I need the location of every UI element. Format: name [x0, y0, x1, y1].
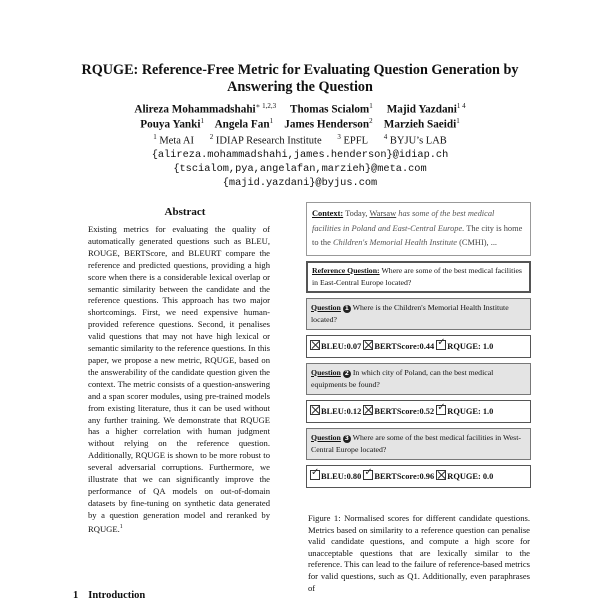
affiliations: $^1$ Meta AI $^2$ IDIAP Research Institute $^3$ EPFL $^4$ BYJU’s LAB	[153, 133, 447, 147]
cross-checkbox-icon	[310, 405, 320, 415]
paper-title: RQUGE: Reference-Free Metric for Evaluating Question Generation by Answering the Question	[81, 62, 519, 95]
check-checkbox-icon	[310, 470, 320, 480]
author-row-1: Alireza Mohammadshahi$^{∗ 1,2,3}$ Thomas Scialom$^1$ Majid Yazdani$^{1 4}$	[134, 102, 466, 116]
figure-caption: Figure 1: Normalised scores for different candidate questions. Metrics based on similarity to a reference question can penalise valid candidate questions, and compute a high score for unacceptable questions that are lexically similar to the reference. This can lead to the failure of reference-based metrics for valid questions, such as Q1. Additionally, even paraphrases of	[308, 513, 530, 593]
question-box: Question 2 In which city of Poland, can the best medical equipments be found?	[306, 363, 531, 395]
email-line: {tscialom,pya,angelafan,marzieh}@meta.com	[173, 163, 427, 175]
abstract-body: Existing metrics for evaluating the quality of automatically generated questions such as BLEU, ROUGE, BERTScore, and BLEURT compare the reference and predicted questions, providing a high score when there is a considerable lexical overlap or semantic similarity between the candidate and the reference questions. This approach has two major shortcomings. First, we need expensive human-provided reference questions. Second, it penalises valid questions that may not have high lexical or semantic similarity to the reference questions. In this paper, we propose a new metric, RQUGE, based on the answerability of the candidate question given the context. The metric consists of a question-answering and a span scorer modules, using pre-trained models from existing literature, thus it can be used without any further training. We demonstrate that RQUGE has a higher correlation with human judgment without relying on the reference question. Additionally, RQUGE is shown to be more robust to several adversarial corruptions. Furthermore, we illustrate that we can significantly improve the performance of QA models on out-of-domain datasets by fine-tuning on synthetic data generated by a question generation model and reranked by RQUGE.$^1$	[88, 224, 270, 534]
author-name: James Henderson	[284, 118, 370, 131]
author-row-2: Pouya Yanki$^1$ Angela Fan$^1$ James Henderson$^2$ Marzieh Saeidi$^1$	[140, 117, 460, 131]
context-city: Warsaw	[369, 209, 397, 218]
context-label: Context:	[312, 209, 344, 218]
author-name: Pouya Yanki	[140, 118, 201, 131]
author-name: Alireza Mohammadshahi	[134, 103, 256, 116]
check-checkbox-icon	[436, 340, 446, 350]
reference-question-box: Reference Question: Where are some of the best medical facilities in East-Central Europe located?	[306, 261, 531, 293]
question-box: Question 3 Where are some of the best medical facilities in West-Central Europe located?	[306, 428, 531, 460]
cross-checkbox-icon	[363, 405, 373, 415]
figure-1	[306, 202, 531, 493]
author-name: Marzieh Saeidi	[383, 118, 457, 131]
reference-label: Reference Question:	[312, 265, 380, 275]
scores-row: BLEU:0.07 BERTScore:0.44 ✓ RQUGE: 1.0	[306, 335, 531, 358]
question-box: Question 1 Where is the Children's Memorial Health Institute located?	[306, 298, 531, 330]
email-line: {alireza.mohammadshahi,james.henderson}@idiap.ch	[151, 149, 449, 161]
author-name: Majid Yazdani	[386, 103, 457, 116]
section-heading-introduction: 1 Introduction	[73, 590, 146, 601]
cross-checkbox-icon	[310, 340, 320, 350]
number-badge-icon: 2	[344, 369, 349, 377]
email-line: {majid.yazdani}@byjus.com	[222, 177, 378, 189]
check-checkbox-icon	[363, 470, 373, 480]
number-badge-icon: 1	[344, 304, 349, 312]
scores-row: ✓BLEU:0.80 ✓ BERTScore:0.96 RQUGE: 0.0	[306, 465, 531, 488]
abstract-heading: Abstract	[164, 206, 206, 218]
scores-row: BLEU:0.12 BERTScore:0.52 ✓ RQUGE: 1.0	[306, 400, 531, 423]
context-box: Context: Today, Warsaw has some of the best medical facilities in Poland and East-Central Europe. The city is home to the Children's Memorial Health Institute (CMHI), ...	[306, 202, 531, 256]
author-name: Thomas Scialom	[289, 103, 370, 116]
check-checkbox-icon	[436, 405, 446, 415]
cross-checkbox-icon	[363, 340, 373, 350]
number-badge-icon: 3	[344, 434, 349, 442]
cross-checkbox-icon	[436, 470, 446, 480]
author-name: Angela Fan	[214, 118, 270, 131]
footnote-mark: 1	[119, 523, 123, 530]
